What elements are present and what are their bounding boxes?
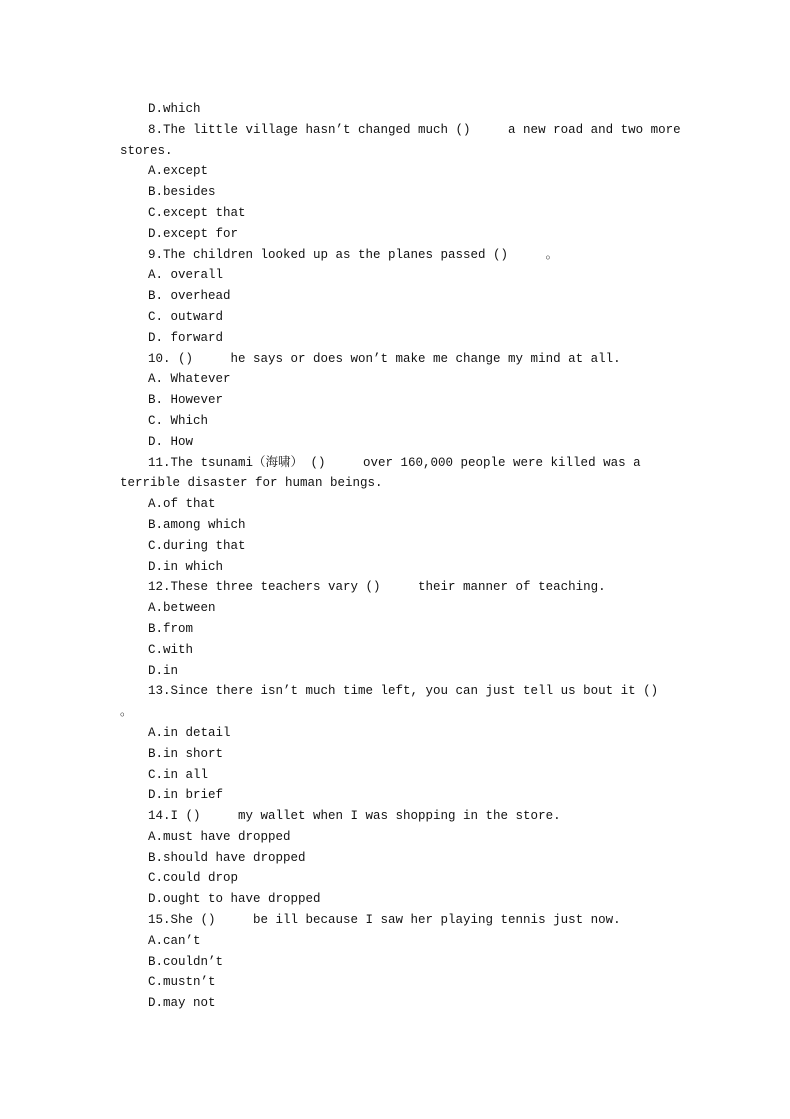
option-8c: C.except that [148,205,246,220]
option-13b: B.in short [148,746,224,761]
question-10: 10. () he says or does won’t make me change my mind at all. [148,351,621,366]
option-15d: D.may not [148,996,216,1011]
option-9b: B. overhead [148,289,231,304]
question-12: 12.These three teachers vary () their manner of teaching. [148,580,606,595]
question-list [120,99,681,1014]
option-12a: A.between [148,601,216,616]
question-9: 9.The children looked up as the planes passed () 。 [148,247,559,262]
option-14b: B.should have dropped [148,850,306,865]
option-14d: D.ought to have dropped [148,892,321,907]
option-15b: B.couldn’t [148,954,224,969]
option-13d: D.in brief [148,788,224,803]
question-11: 11.The tsunami（海啸） () over 160,000 people were killed was a [148,455,641,470]
option-10d: D. How [148,434,194,449]
option-9d: D. forward [148,330,224,345]
question-15: 15.She () be ill because I saw her playing tennis just now. [148,913,621,928]
option-15a: A.can’t [148,933,201,948]
question-11-continuation: terrible disaster for human beings. [120,476,383,491]
question-13: 13.Since there isn’t much time left, you can just tell us bout it () [148,684,659,699]
option-8b: B.besides [148,185,216,200]
option-14a: A.must have dropped [148,829,291,844]
option-8d: D.except for [148,226,239,241]
option-12c: C.with [148,642,194,657]
option-15c: C.mustn’t [148,975,216,990]
question-14: 14.I () my wallet when I was shopping in the store. [148,809,561,824]
question-8-continuation: stores. [120,143,173,158]
option-11d: D.in which [148,559,224,574]
option-11a: A.of that [148,497,216,512]
option-12d: D.in [148,663,179,678]
option-11b: B.among which [148,517,246,532]
option-10b: B. However [148,393,224,408]
option-11c: C.during that [148,538,246,553]
option-13c: C.in all [148,767,209,782]
option-10a: A. Whatever [148,372,231,387]
option-10c: C. Which [148,413,209,428]
question-8: 8.The little village hasn’t changed much () a new road and two more [148,122,681,137]
question-13-continuation: 。 [120,705,133,720]
option-13a: A.in detail [148,725,231,740]
option-12b: B.from [148,621,194,636]
option-7d: D.which [148,102,201,116]
option-9c: C. outward [148,309,224,324]
option-9a: A. overall [148,268,224,283]
option-8a: A.except [148,164,209,179]
option-14c: C.could drop [148,871,239,886]
